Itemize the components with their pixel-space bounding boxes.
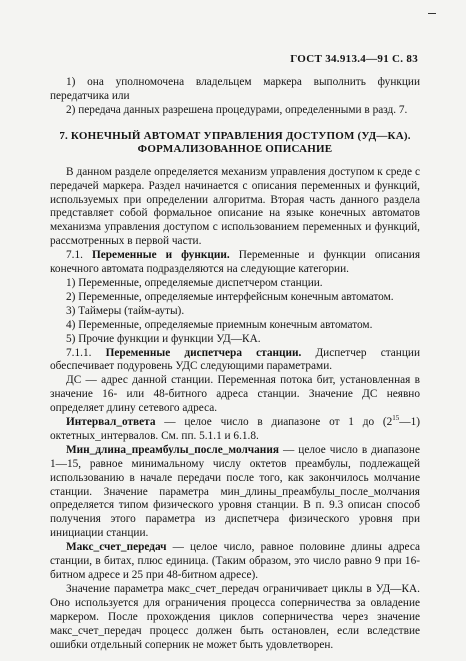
interval-term: Интервал_ответа — [66, 416, 156, 429]
section-heading — [50, 130, 420, 157]
subsection-7-1-1-text: Диспетчер станции обеспечивает подуровень УДС следующими параметрами. — [50, 346, 420, 373]
subsection-7-1-1 — [50, 347, 420, 375]
ds-definition: ДС — адрес данной станции. Переменная потока бит, установленная в значение 16- или 48-битного адреса станции. Значение ДС неявно определяет длину сетевого адреса. — [50, 374, 420, 415]
interval-definition — [50, 416, 420, 444]
page-body — [50, 76, 420, 652]
final-paragraph: Значение параметра макс_счет_передач ограничивает циклы в УД—КА. Оно используется для ограничения процесса соперничества за овладение маркером. После прохождения циклов соперничества через значение макс_счет_передач процесс должен быть остановлен, если вследствие ошибки отдельный соперник не может быть удовлетворен. — [50, 582, 420, 651]
category-item-2: 2) Переменные, определяемые интерфейсным конечным автоматом. — [66, 290, 394, 303]
subsection-7-1 — [50, 249, 420, 277]
interval-text-a: — целое число в диапазоне от 1 до (2 — [155, 416, 393, 429]
intro-item-1: 1) она уполномочена владельцем маркера выполнить функции передатчика или — [50, 76, 420, 102]
min-preamble-term: Мин_длина_преамбулы_после_молчания — [66, 443, 279, 456]
max-count-text: — целое число, равное половине длины адреса станции, в битах, плюс единица. (Таким образом, это число равно 9 при 16-битном адресе и 25 при 48-битном адресе). — [50, 541, 420, 581]
category-item-3: 3) Таймеры (тайм-ауты). — [66, 304, 185, 317]
subsection-7-1-title: Переменные и функции. — [91, 249, 230, 262]
subsection-7-1-number: 7.1. — [66, 249, 83, 262]
max-count-definition — [50, 541, 420, 583]
subsection-7-1-text: Переменные и функции описания конечного автомата подразделяются на следующие категории. — [50, 249, 421, 276]
max-count-term: Макс_счет_передач — [66, 541, 167, 554]
category-item-5: 5) Прочие функции и функции УД—КА. — [66, 332, 261, 345]
section-heading-line1: 7. КОНЕЧНЫЙ АВТОМАТ УПРАВЛЕНИЯ ДОСТУПОМ (УД—КА). — [59, 129, 411, 142]
subsection-7-1-1-title: Переменные диспетчера станции. — [105, 346, 302, 359]
section-heading-line2: ФОРМАЛИЗОВАННОЕ ОПИСАНИЕ — [137, 143, 333, 156]
interval-text-b: —1) октетных_интервалов. См. пп. 5.1.1 и 6.1.8. — [50, 416, 420, 442]
intro-item-2: 2) передача данных разрешена процедурами, определенными в разд. 7. — [66, 103, 408, 116]
category-item-4: 4) Переменные, определяемые приемным конечным автоматом. — [66, 318, 373, 331]
subsection-7-1-1-number: 7.1.1. — [66, 346, 92, 359]
running-header: ГОСТ 34.913.4—91 С. 83 — [290, 53, 418, 65]
category-item-1: 1) Переменные, определяемые диспетчером станции. — [66, 276, 323, 289]
interval-exponent: 15 — [392, 414, 400, 423]
min-preamble-text: — целое число в диапазоне 1—15, равное минимальному числу октетов преамбулы, подлежащей использованию в начале передачи после того, как закончилось молчание станции. Значение параметра мин_длины_преамбулы_после_молчания определяется типом физического уровня станции. В п. 9.3 описан способ получения этого параметра из диспетчера физического уровня при инициации станции. — [50, 443, 420, 540]
min-preamble-definition — [50, 444, 420, 541]
margin-mark — [428, 13, 436, 14]
section-intro-paragraph: В данном разделе определяется механизм управления доступом к среде с передачей маркера. Раздел начинается с описания переменных и функций, используемых при определении алгоритма. Вторая часть данного раздела представляет собой формальное описание на языке конечных автоматов механизма управления доступом с использованием переменных и функций, рассмотренных в первой части. — [50, 165, 420, 248]
